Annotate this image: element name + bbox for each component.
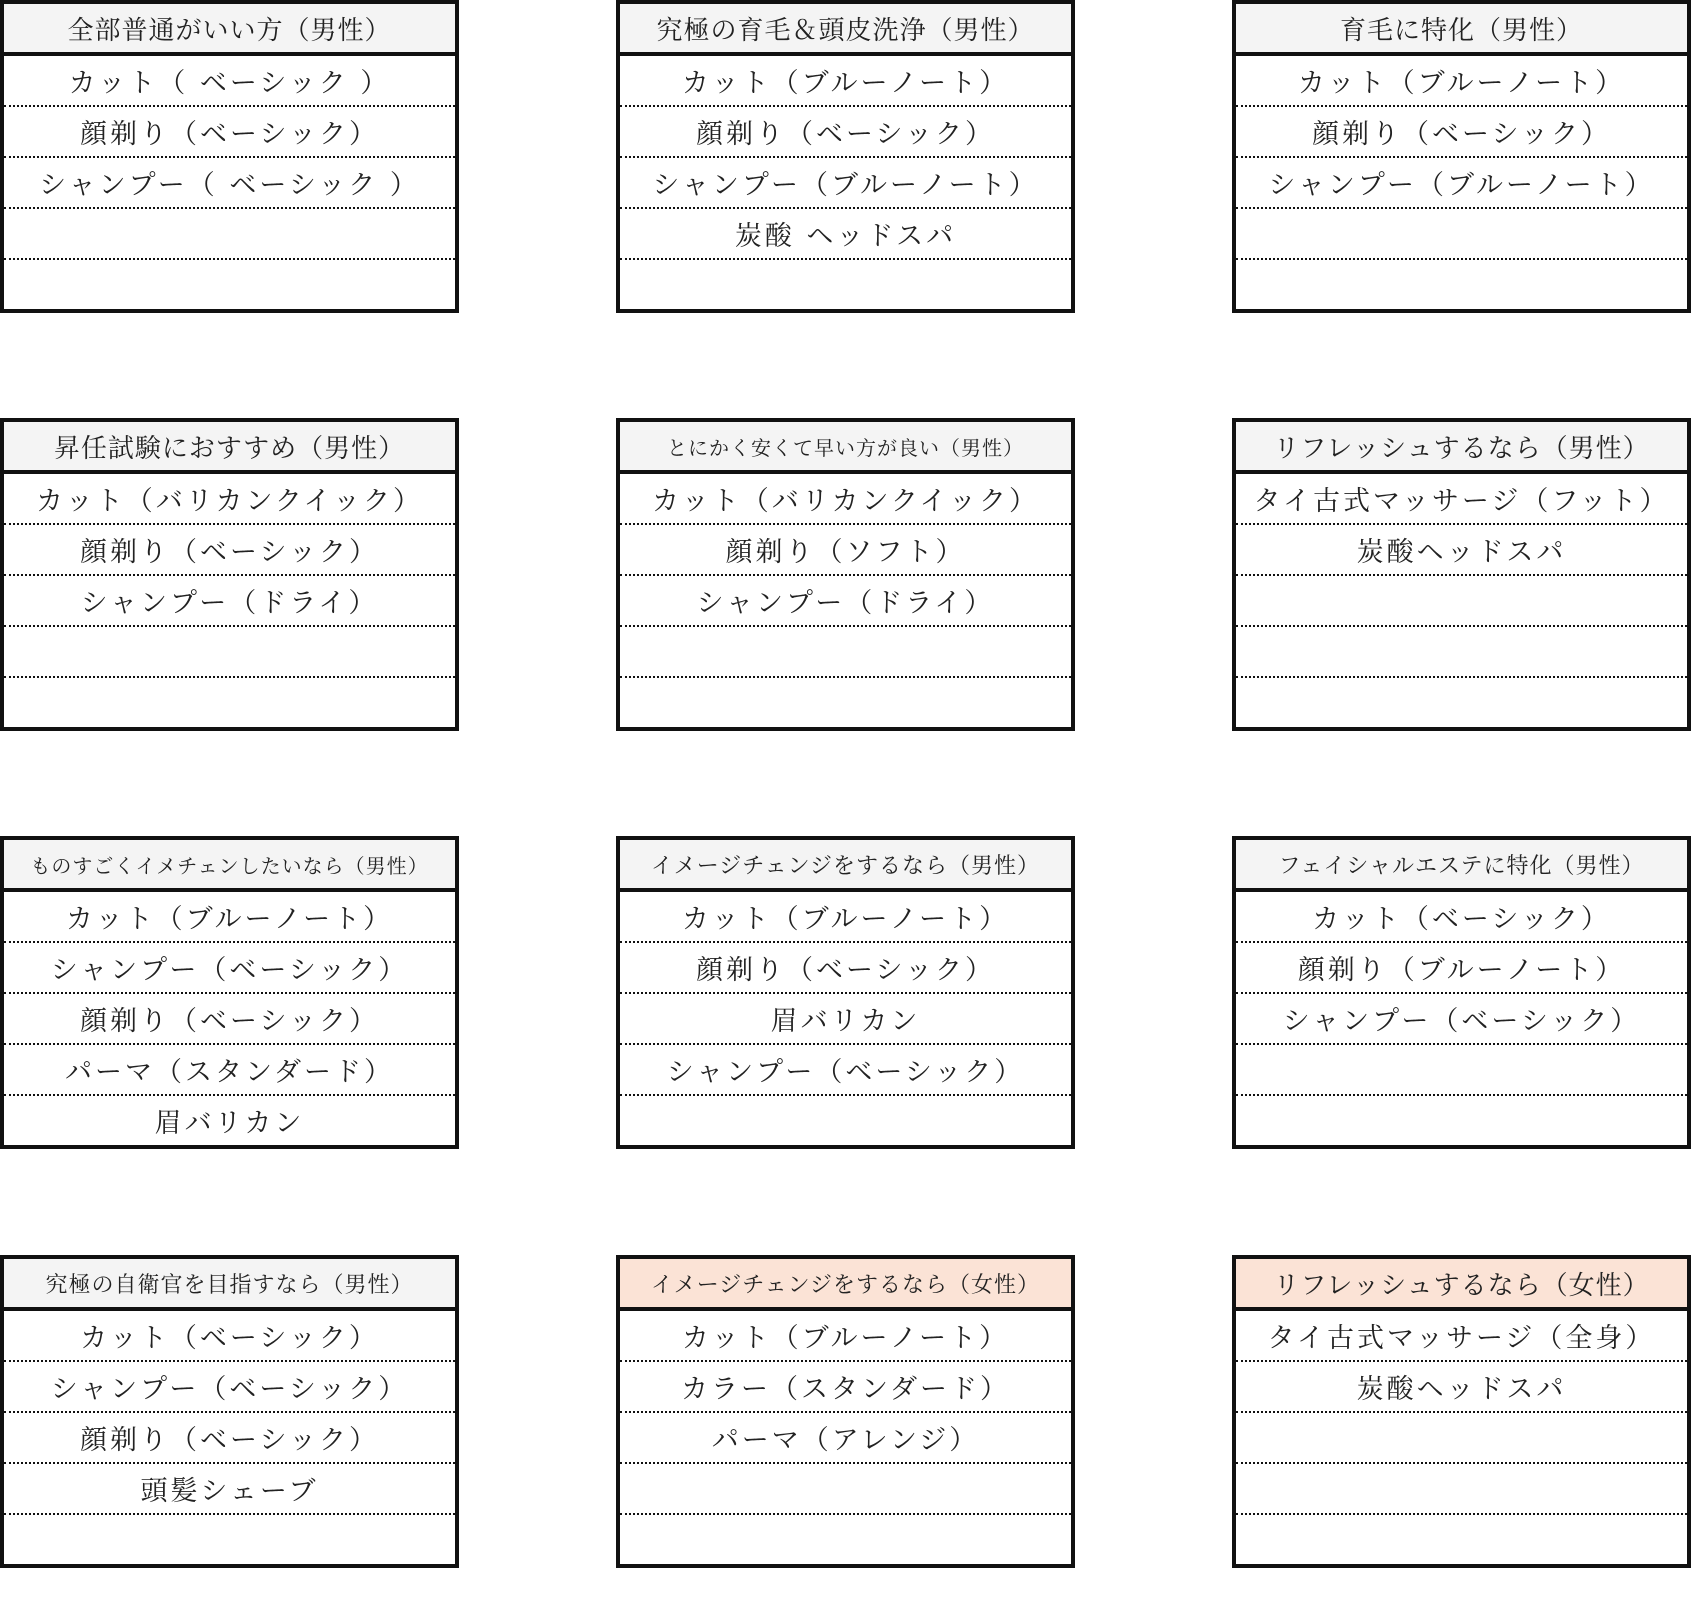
card-title: ものすごくイメチェンしたいなら（男性） [4, 840, 455, 892]
menu-row [620, 627, 1071, 678]
menu-row: カット（ブルーノート） [4, 892, 455, 943]
menu-row: カット（ベーシック） [1236, 892, 1687, 943]
menu-row: 顔剃り（ベーシック） [4, 525, 455, 576]
menu-row: カット（ブルーノート） [620, 1311, 1071, 1362]
menu-row [4, 260, 455, 309]
menu-row [1236, 209, 1687, 260]
menu-row [1236, 1515, 1687, 1564]
menu-row: パーマ（アレンジ） [620, 1413, 1071, 1464]
menu-row: シャンプー（ドライ） [620, 576, 1071, 627]
menu-row [620, 678, 1071, 727]
menu-row [4, 1515, 455, 1564]
menu-row [620, 1515, 1071, 1564]
menu-row: 眉バリカン [620, 994, 1071, 1045]
menu-row [1236, 1413, 1687, 1464]
menu-row: 顔剃り（ブルーノート） [1236, 943, 1687, 994]
menu-row: カット（バリカンクイック） [620, 474, 1071, 525]
menu-card-4 [0, 418, 459, 731]
card-title: リフレッシュするなら（男性） [1236, 422, 1687, 474]
menu-card-10 [0, 1255, 459, 1568]
menu-row: 顔剃り（ベーシック） [4, 994, 455, 1045]
menu-row: 頭髪シェーブ [4, 1464, 455, 1515]
menu-row [620, 1464, 1071, 1515]
card-title: 究極の育毛＆頭皮洗浄（男性） [620, 4, 1071, 56]
card-title: イメージチェンジをするなら（女性） [620, 1259, 1071, 1311]
menu-row [4, 209, 455, 260]
menu-row: カット（ブルーノート） [620, 56, 1071, 107]
menu-row [4, 627, 455, 678]
menu-row: シャンプー（ドライ） [4, 576, 455, 627]
menu-row [1236, 678, 1687, 727]
menu-row: シャンプー（ ベーシック ） [4, 158, 455, 209]
menu-row: 顔剃り（ベーシック） [620, 107, 1071, 158]
menu-card-2 [616, 0, 1075, 313]
menu-card-6 [1232, 418, 1691, 731]
menu-row: 顔剃り（ソフト） [620, 525, 1071, 576]
card-title: フェイシャルエステに特化（男性） [1236, 840, 1687, 892]
menu-row: パーマ（スタンダード） [4, 1045, 455, 1096]
menu-row: シャンプー（ベーシック） [1236, 994, 1687, 1045]
menu-row: カット（ブルーノート） [620, 892, 1071, 943]
menu-row [620, 1096, 1071, 1145]
card-title: 究極の自衛官を目指すなら（男性） [4, 1259, 455, 1311]
card-title: とにかく安くて早い方が良い（男性） [620, 422, 1071, 474]
menu-row: カット（ ベーシック ） [4, 56, 455, 107]
menu-row: 顔剃り（ベーシック） [620, 943, 1071, 994]
card-title: イメージチェンジをするなら（男性） [620, 840, 1071, 892]
menu-card-5 [616, 418, 1075, 731]
menu-row: シャンプー（ベーシック） [4, 1362, 455, 1413]
menu-row [4, 678, 455, 727]
menu-card-11 [616, 1255, 1075, 1568]
menu-row: 炭酸 ヘッドスパ [620, 209, 1071, 260]
menu-row: 炭酸ヘッドスパ [1236, 525, 1687, 576]
menu-row: シャンプー（ベーシック） [4, 943, 455, 994]
menu-row [620, 260, 1071, 309]
menu-row: シャンプー（ベーシック） [620, 1045, 1071, 1096]
card-title: 育毛に特化（男性） [1236, 4, 1687, 56]
menu-row: 眉バリカン [154, 1108, 305, 1139]
menu-card-1 [0, 0, 459, 313]
menu-row: 炭酸ヘッドスパ [1236, 1362, 1687, 1413]
menu-row [1236, 1464, 1687, 1515]
card-title: 全部普通がいい方（男性） [4, 4, 455, 56]
menu-card-7 [0, 836, 459, 1149]
menu-row [1236, 576, 1687, 627]
card-title: 昇任試験におすすめ（男性） [4, 422, 455, 474]
menu-row: カラー（スタンダード） [620, 1362, 1071, 1413]
menu-row: シャンプー（ブルーノート） [1236, 158, 1687, 209]
menu-card-3 [1232, 0, 1691, 313]
menu-row: タイ古式マッサージ（全身） [1236, 1311, 1687, 1362]
menu-row: 顔剃り（ベーシック） [1236, 107, 1687, 158]
menu-row [1236, 1045, 1687, 1096]
menu-row: カット（バリカンクイック） [4, 474, 455, 525]
menu-row: タイ古式マッサージ（フット） [1236, 474, 1687, 525]
menu-row: カット（ブルーノート） [1236, 56, 1687, 107]
menu-row: 顔剃り（ベーシック） [4, 107, 455, 158]
card-title: リフレッシュするなら（女性） [1236, 1259, 1687, 1311]
menu-card-8 [616, 836, 1075, 1149]
menu-card-12 [1232, 1255, 1691, 1568]
menu-row: 顔剃り（ベーシック） [4, 1413, 455, 1464]
menu-row [1236, 1096, 1687, 1145]
menu-row: カット（ベーシック） [4, 1311, 455, 1362]
menu-row: シャンプー（ブルーノート） [620, 158, 1071, 209]
menu-card-9 [1232, 836, 1691, 1149]
menu-row [1236, 627, 1687, 678]
menu-row [1236, 260, 1687, 309]
